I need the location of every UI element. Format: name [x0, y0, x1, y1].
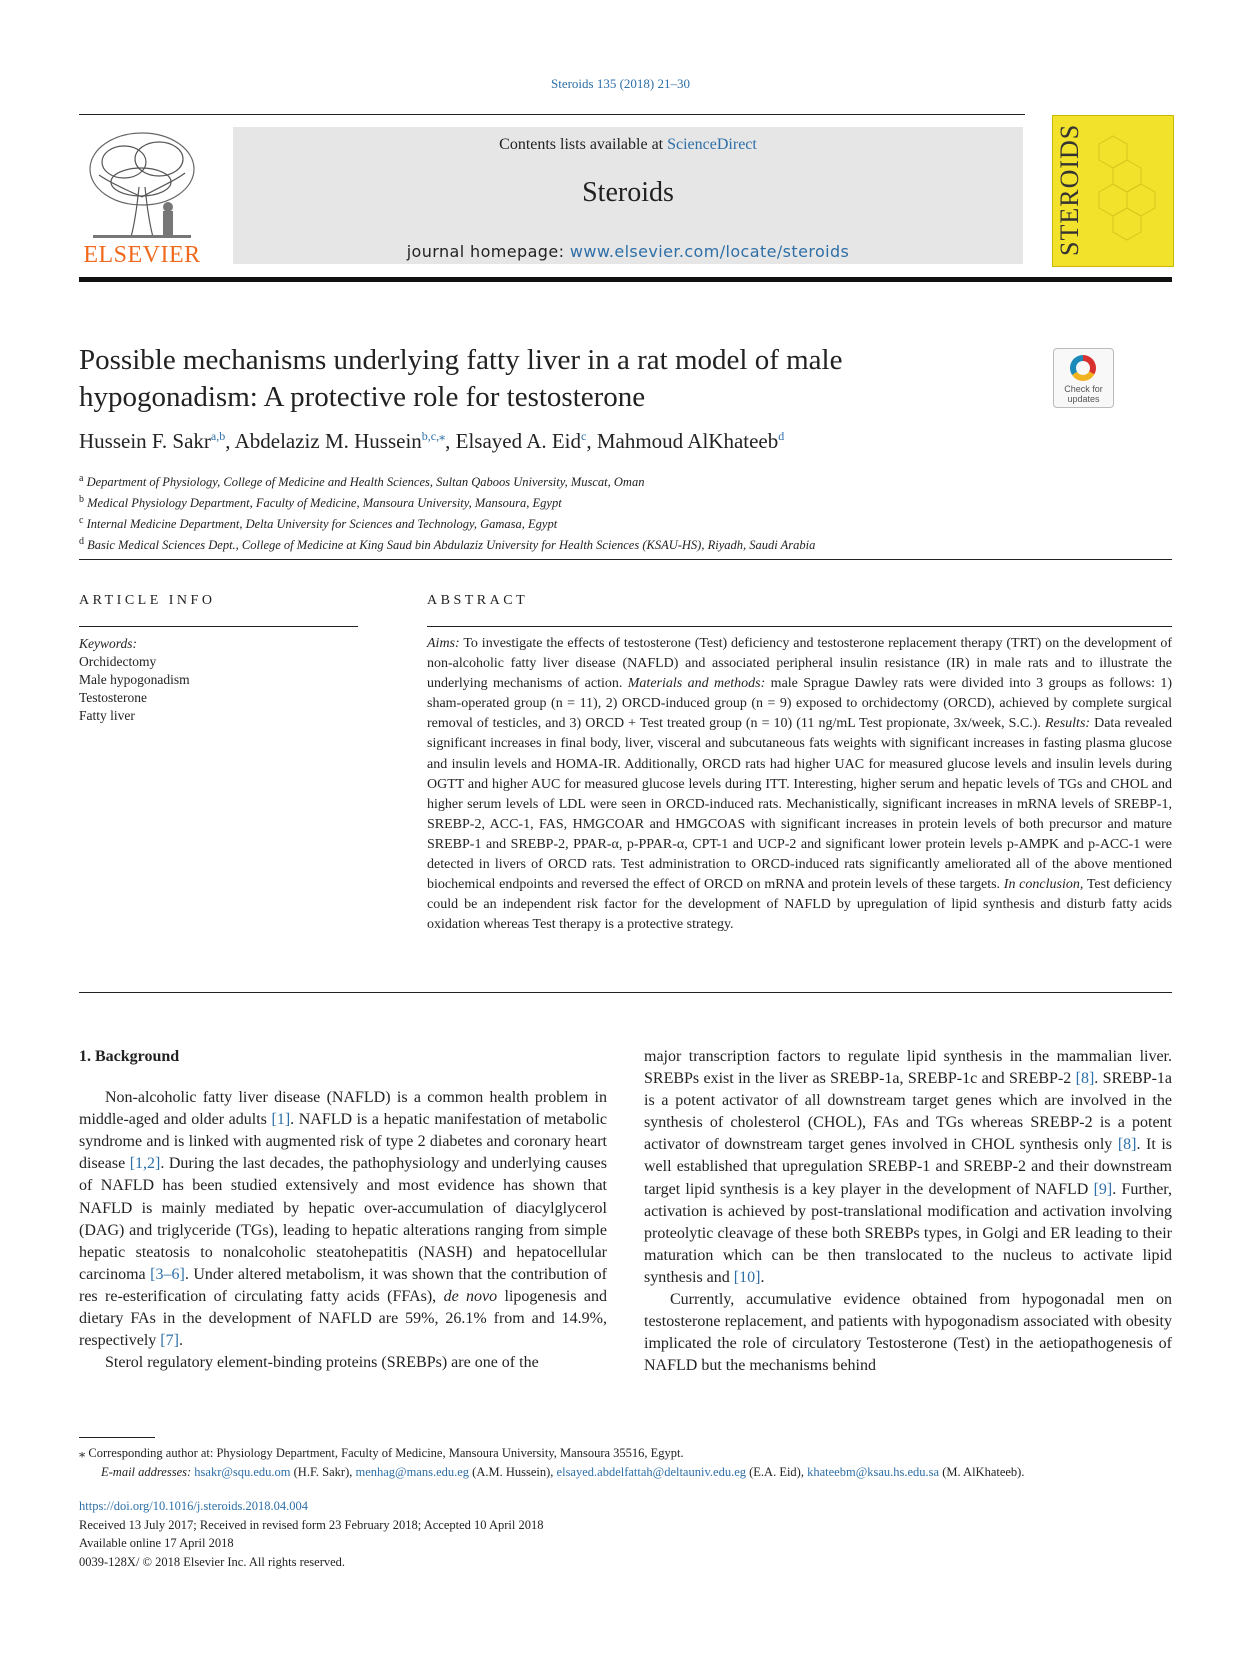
- body-column-left: [79, 1046, 607, 1374]
- homepage-link[interactable]: www.elsevier.com/locate/steroids: [569, 242, 850, 261]
- footnote-rule: [79, 1437, 155, 1438]
- email-link[interactable]: menhag@mans.edu.eg: [355, 1464, 470, 1479]
- crossmark-icon: [1070, 355, 1096, 381]
- affiliation-rule: [79, 559, 1172, 560]
- footnote-block: [79, 1444, 1172, 1481]
- body-paragraph: Currently, accumulative evidence obtained from hypogonadal men on testosterone replacement, and patients with hypogonadism associated with obesity implicated the role of circulatory Testosterone (Test) in the aetiopathogenesis of NAFLD but the mechanisms behind: [644, 1291, 1172, 1375]
- email-link[interactable]: khateebm@ksau.hs.edu.sa: [807, 1464, 940, 1479]
- affiliation: $^c$ Internal Medicine Department, Delta University for Sciences and Technology, Gamasa, Egypt: [79, 515, 558, 532]
- online-date: Available online 17 April 2018: [79, 1536, 234, 1550]
- doi-link[interactable]: https://doi.org/10.1016/j.steroids.2018.04.004: [79, 1499, 308, 1513]
- email-label: E-mail addresses:: [101, 1464, 192, 1479]
- contents-prefix: Contents lists available at: [499, 136, 668, 153]
- article-info-heading: ARTICLE INFO: [79, 593, 216, 608]
- journal-citation[interactable]: Steroids 135 (2018) 21–30: [550, 76, 691, 91]
- contents-line: [233, 136, 1023, 154]
- author[interactable]: Hussein F. Sakr$^{a,b}$: [79, 429, 226, 453]
- keywords-label: Keywords:: [79, 636, 137, 651]
- homepage-line: [233, 242, 1023, 261]
- citation-ref[interactable]: [1,2]: [129, 1155, 161, 1173]
- abstract-text: Aims: To investigate the effects of testosterone (Test) deficiency and testosterone replacement therapy (TRT) on the development of non-alcoholic fatty liver disease (NAFLD) and associated peripheral insulin resistance (IR) in male rats and to illustrate the underlying mechanisms of action. Materials and methods: male Sprague Dawley rats were divided into 3 groups as follows: 1) sham-operated group (n = 11), 2) ORCD-induced group (n = 9) exposed to orchidectomy (ORCD), achieved by complete surgical removal of testicles, and 3) ORCD + Test treated group (n = 10) (11 ng/mL Test propionate, 3x/week, S.C.). Results: Data revealed significant increases in final body, liver, visceral and subcutaneous fats weights with significant increases in fasting plasma glucose and insulin levels and HOMA-IR. Additionally, ORCD rats had higher UAC for measured glucose levels and insulin levels during OGTT and higher AUC for measured glucose levels during ITT. Interesting, higher serum and hepatic levels of TGs and CHOL and higher serum levels of LDL were seen in ORCD-induced rats. Mechanistically, significant increases in mRNA levels of SREBP-1, SREBP-2, ACC-1, FAS, HMGCOAR and HMGCOAS with significant increases in protein levels of both precursor and mature SREBP-1 and SREBP-2, PPAR-α, p-PPAR-α, CPT-1 and UCP-2 and significant lower protein levels p-AMPK and p-ACC-1 were detected in livers of ORCD rats. Test administration to ORCD-induced rats significantly ameliorated all of the above mentioned biochemical endpoints and reversed the effect of ORCD on mRNA and protein levels of these targets. In conclusion, Test deficiency could be an independent risk factor for the development of NAFLD by upregulation of lipid synthesis and disturb fatty acids oxidation whereas Test therapy is a protective strategy.: [427, 636, 1173, 933]
- keyword: Testosterone: [79, 690, 148, 705]
- sciencedirect-link[interactable]: ScienceDirect: [667, 136, 757, 153]
- section-title: 1. Background: [79, 1048, 180, 1065]
- keywords-block: [79, 635, 349, 725]
- header-rule: [79, 114, 1025, 115]
- corresponding-author-note: ⁎ Corresponding author at: Physiology Department, Faculty of Medicine, Mansoura University, Mansoura 35516, Egypt.: [79, 1446, 684, 1460]
- check-for-updates-badge[interactable]: [1053, 348, 1114, 408]
- body-paragraph: Sterol regulatory element-binding proteins (SREBPs) are one of the: [105, 1354, 539, 1372]
- journal-name: Steroids: [582, 177, 674, 208]
- author[interactable]: Abdelaziz M. Hussein$^{b,c,⁎}$: [234, 429, 446, 453]
- cover-title: STEROIDS: [1055, 123, 1084, 256]
- body-paragraph: Non-alcoholic fatty liver disease (NAFLD) is a common health problem in middle-aged and older adults [1]. NAFLD is a hepatic manifestation of metabolic syndrome and is linked with augmented risk of type 2 diabetes and coronary heart disease [1,2]. During the last decades, the pathophysiology and underlying causes of NAFLD has been studied extensively and most evidence has shown that NAFLD is mainly mediated by hepatic over-accumulation of diacylglycerol (DAG) and triglyceride (TGs), leading to hepatic alterations ranging from simple hepatic steatosis to nonalcoholic steatohepatitis (NASH) and hepatocellular carcinoma [3–6]. Under altered metabolism, it was shown that the contribution of res re-esterification of circulating fatty acids (FFAs), de novo lipogenesis and dietary FAs in the development of NAFLD are 59%, 26.1% from and 14.9%, respectively [7].: [79, 1089, 608, 1350]
- author[interactable]: Mahmoud AlKhateeb$^d$: [596, 429, 785, 453]
- article-info-rule: [79, 626, 358, 627]
- abstract-heading: ABSTRACT: [427, 593, 529, 608]
- affiliation-list: [79, 470, 1079, 555]
- title-line-2: hypogonadism: A protective role for testosterone: [79, 381, 646, 413]
- abstract-end-rule: [79, 992, 1172, 993]
- journal-cover[interactable]: [1052, 115, 1174, 267]
- citation-ref[interactable]: [7]: [160, 1332, 179, 1350]
- author-list: Hussein F. Sakr$^{a,b}$, Abdelaziz M. Hussein$^{b,c,⁎}$, Elsayed A. Eid$^c$, Mahmoud AlKhateeb$^d$: [79, 429, 785, 453]
- keyword: Orchidectomy: [79, 654, 157, 669]
- abstract-rule: [427, 626, 1172, 627]
- email-link[interactable]: elsayed.abdelfattah@deltauniv.edu.eg: [556, 1464, 746, 1479]
- homepage-prefix: journal homepage:: [406, 242, 570, 261]
- email-line: E-mail addresses: hsakr@squ.edu.om (H.F. Sakr), menhag@mans.edu.eg (A.M. Hussein), elsayed.abdelfattah@deltauniv.edu.eg (E.A. Eid), khateebm@ksau.hs.edu.sa (M. AlKhateeb).: [101, 1464, 1025, 1479]
- publication-info: [79, 1497, 879, 1571]
- journal-banner: [233, 127, 1023, 264]
- received-dates: Received 13 July 2017; Received in revised form 23 February 2018; Accepted 10 April 2018: [79, 1517, 544, 1532]
- citation-ref[interactable]: [8]: [1075, 1070, 1095, 1088]
- header-thick-rule: [79, 277, 1172, 282]
- copyright-line: 0039-128X/ © 2018 Elsevier Inc. All rights reserved.: [79, 1554, 346, 1569]
- affiliation: $^b$ Medical Physiology Department, Faculty of Medicine, Mansoura University, Mansoura, Egypt: [79, 494, 562, 511]
- article-title: [79, 342, 979, 416]
- citation-ref[interactable]: [3–6]: [150, 1265, 185, 1283]
- citation-ref[interactable]: [10]: [733, 1268, 761, 1286]
- keyword: Male hypogonadism: [79, 672, 190, 687]
- body-column-right: [644, 1046, 1172, 1377]
- citation-ref[interactable]: [1]: [271, 1111, 291, 1129]
- check-updates-label: Check for updates: [1064, 384, 1103, 404]
- keyword: Fatty liver: [79, 708, 135, 723]
- email-link[interactable]: hsakr@squ.edu.om: [194, 1464, 291, 1479]
- citation-ref[interactable]: [8]: [1117, 1136, 1137, 1154]
- author[interactable]: Elsayed A. Eid$^c$: [455, 429, 587, 453]
- citation-ref[interactable]: [9]: [1093, 1180, 1113, 1198]
- affiliation: $^a$ Department of Physiology, College of Medicine and Health Sciences, Sultan Qaboos University, Muscat, Oman: [79, 473, 645, 490]
- title-line-1: Possible mechanisms underlying fatty liver in a rat model of male: [79, 344, 843, 376]
- body-paragraph: major transcription factors to regulate lipid synthesis in the mammalian liver. SREBPs exist in the liver as SREBP-1a, SREBP-1c and SREBP-2 [8]. SREBP-1a is a potent activator of all downstream target genes which are involved in the synthesis of cholesterol (CHOL), FAs and TGs whereas SREBP-2 is a potent activator of downstream target genes involved in CHOL synthesis only [8]. It is well established that upregulation SREBP-1 and SREBP-2 and their downstream target lipid synthesis is a key player in the development of NAFLD [9]. Further, activation is achieved by post-translational modification and activation involving proteolytic cleavage of these both SREBPs types, in Golgi and ER leading to their maturation which can be then translocated to the nucleus to activate lipid synthesis and [10].: [644, 1048, 1173, 1286]
- affiliation: $^d$ Basic Medical Sciences Dept., College of Medicine at King Saud bin Abdulaziz University for Health Sciences (KSAU-HS), Riyadh, Saudi Arabia: [79, 536, 816, 553]
- elsevier-wordmark: ELSEVIER: [83, 242, 201, 268]
